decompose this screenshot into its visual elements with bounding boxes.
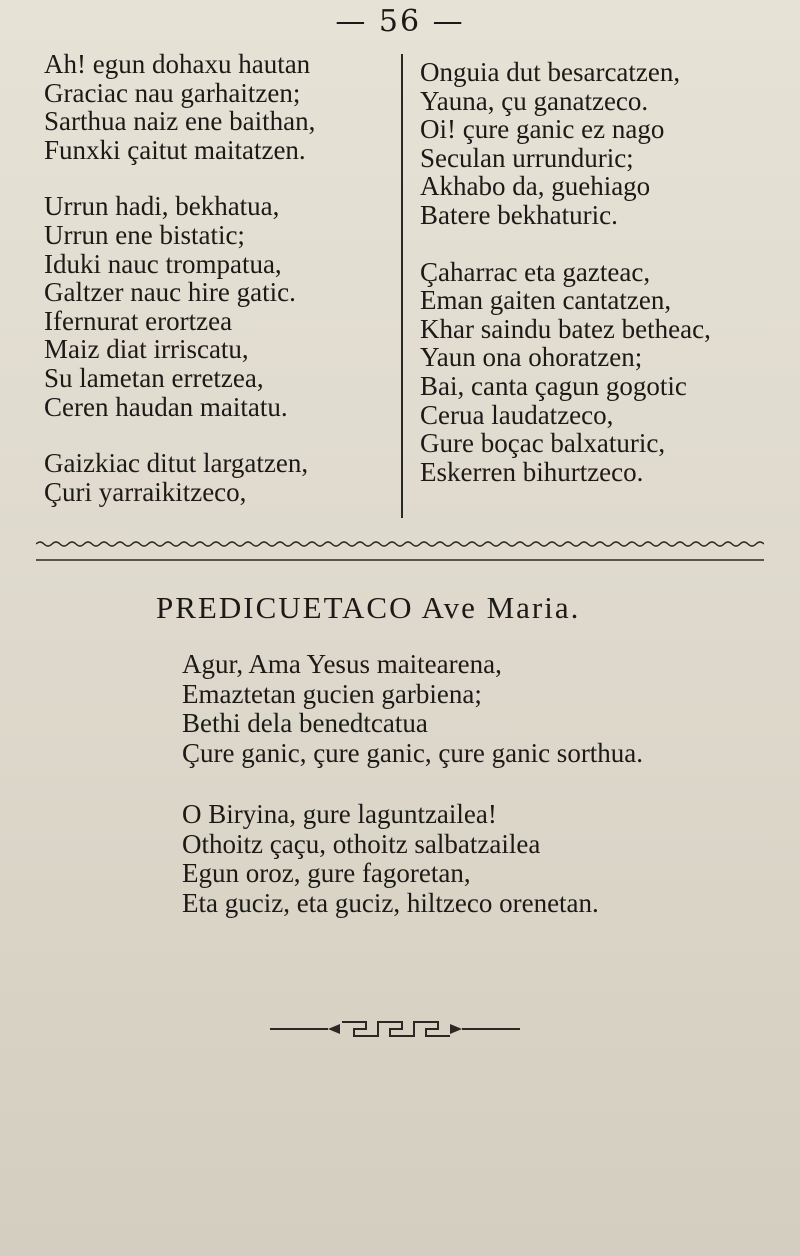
verse-line: Cerua laudatzeco,: [420, 399, 614, 430]
verse-line: Gaizkiac ditut largatzen,: [44, 448, 309, 479]
verse-line: Eta guciz, eta guciz, hiltzeco orenetan.: [182, 887, 599, 918]
section-title: PREDICUETACO Ave Maria.: [156, 590, 581, 625]
verse-line: Çuri yarraikitzeco,: [44, 476, 247, 507]
stanza: [44, 192, 394, 421]
verse-line: Egun oroz, gure fagoretan,: [182, 858, 471, 888]
verse-line: Akhabo da, guehiago: [420, 171, 651, 202]
stanza: [420, 258, 780, 487]
verse-line: Onguia dut besarcatzen,: [420, 57, 681, 87]
stanza: [182, 650, 762, 768]
verse-line: Ceren haudan maitatu.: [44, 391, 288, 422]
ornament-divider: [270, 1016, 520, 1042]
verse-line: Ah! egun dohaxu hautan: [44, 49, 311, 79]
verse-line: Yaun ona ohoratzen;: [420, 342, 643, 373]
wavy-divider-rule: [36, 536, 764, 570]
right-column: [420, 58, 780, 514]
prayer-text: [182, 650, 762, 950]
stanza: [182, 800, 762, 918]
verse-line: Gure boçac balxaturic,: [420, 428, 666, 459]
stanza: [44, 50, 394, 164]
verse-line: Bai, canta çagun gogotic: [420, 370, 687, 401]
verse-line: Othoitz çaçu, othoitz salbatzailea: [182, 828, 541, 859]
verse-line: Maiz diat irriscatu,: [44, 334, 249, 365]
verse-line: Emaztetan gucien garbiena;: [182, 678, 482, 709]
verse-line: Eskerren bihurtzeco.: [420, 456, 644, 487]
verse-line: Çure ganic, çure ganic, çure ganic sorthua.: [182, 737, 644, 768]
verse-line: Urrun hadi, bekhatua,: [44, 191, 280, 222]
verse-line: Agur, Ama Yesus maitearena,: [182, 649, 502, 679]
column-divider: [401, 54, 403, 518]
verse-line: Seculan urrunduric;: [420, 142, 634, 173]
left-column: [44, 50, 394, 534]
verse-line: Galtzer nauc hire gatic.: [44, 277, 296, 308]
verse-line: Eman gaiten cantatzen,: [420, 285, 672, 316]
verse-line: Sarthua naiz ene baithan,: [44, 106, 316, 137]
verse-line: O Biryina, gure laguntzailea!: [182, 799, 497, 829]
verse-line: Funxki çaitut maitatzen.: [44, 134, 306, 165]
stanza: [44, 449, 394, 506]
verse-line: Su lametan erretzea,: [44, 362, 264, 393]
verse-line: Iduki nauc trompatua,: [44, 248, 282, 279]
verse-line: Yauna, çu ganatzeco.: [420, 85, 649, 116]
page-number: — 56 —: [335, 4, 465, 39]
verse-line: Ifernurat erortzea: [44, 305, 233, 336]
verse-line: Urrun ene bistatic;: [44, 219, 245, 250]
verse-line: Graciac nau garhaitzen;: [44, 77, 301, 108]
verse-line: Khar saindu batez betheac,: [420, 313, 711, 344]
verse-line: Çaharrac eta gazteac,: [420, 256, 651, 287]
verse-line: Batere bekhaturic.: [420, 199, 618, 230]
verse-line: Bethi dela benedtcatua: [182, 708, 428, 738]
verse-line: Oi! çure ganic ez nago: [420, 114, 665, 145]
stanza: [420, 58, 780, 230]
